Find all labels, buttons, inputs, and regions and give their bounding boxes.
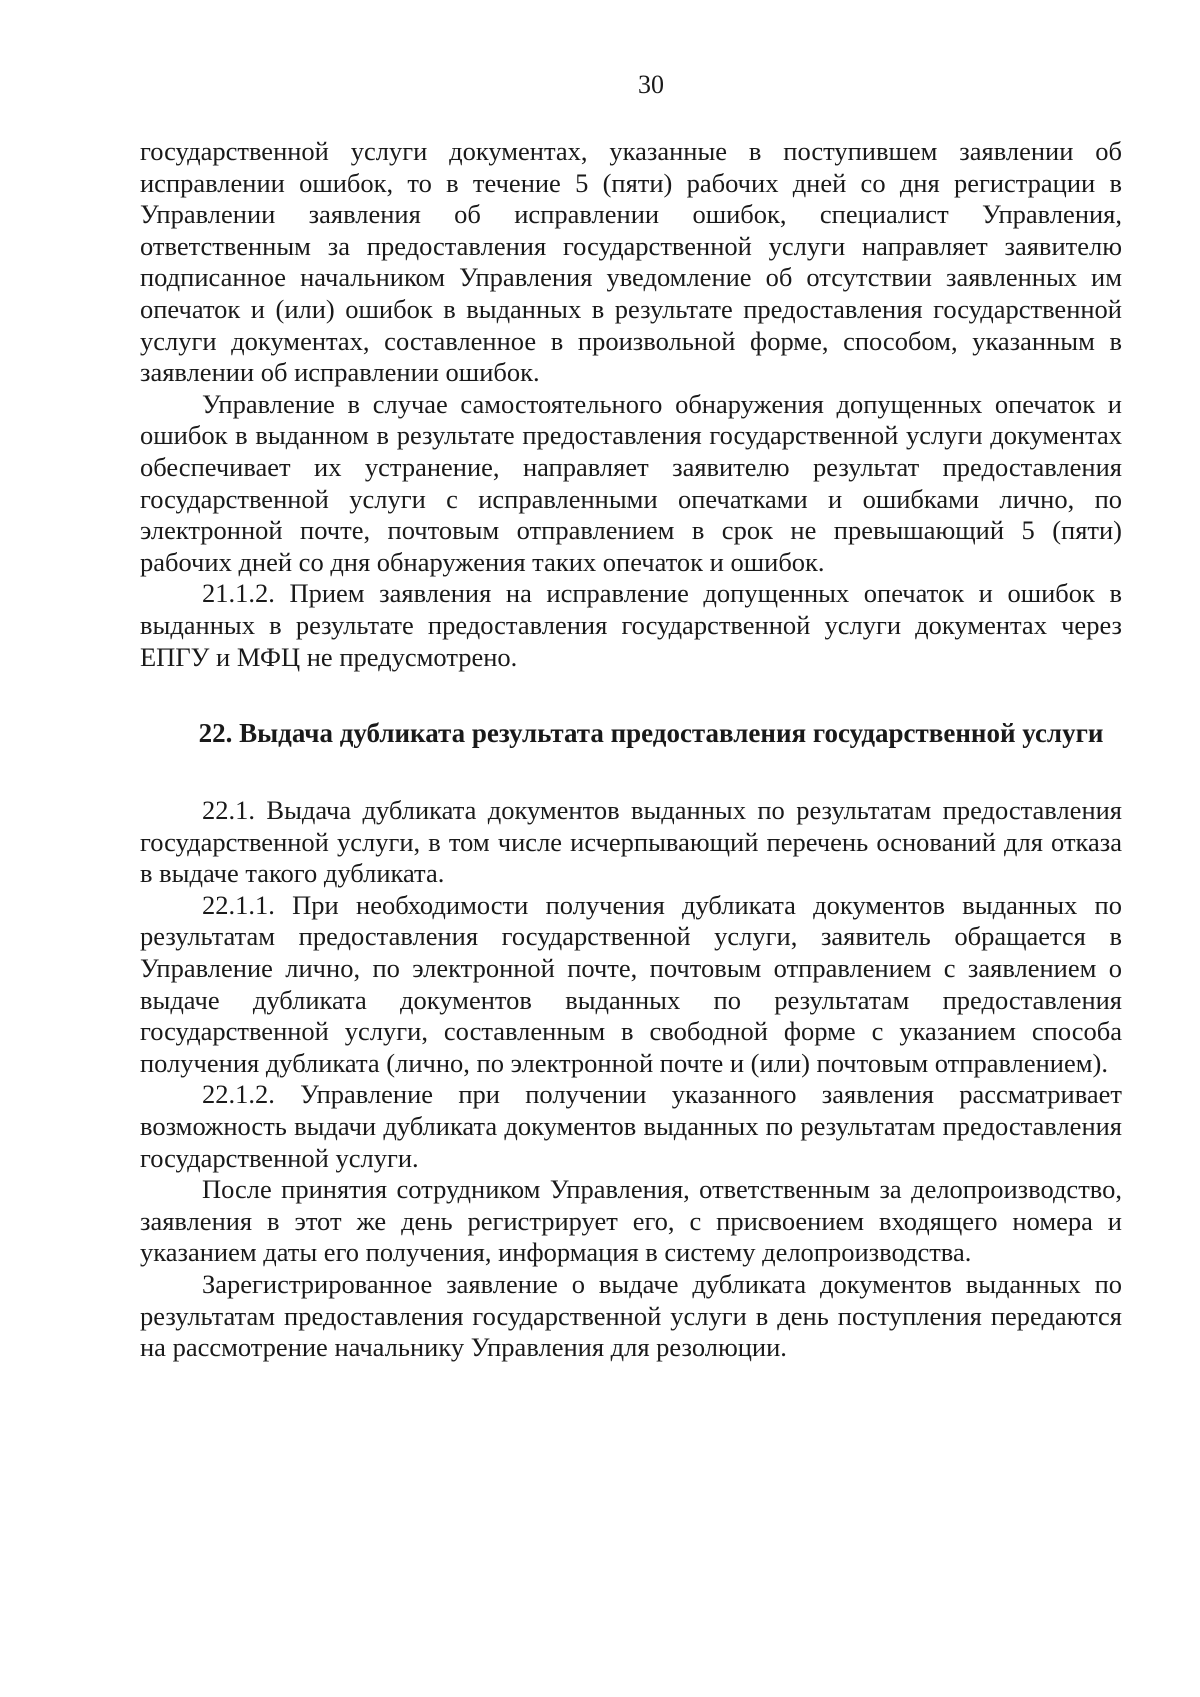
paragraph-22-1-1: 22.1.1. При необходимости получения дубликата документов выданных по результатам предоставления государственной услуги, заявитель обращается в Управление лично, по электронной почте, почтовым отправлением с заявлением о выдаче дубликата документов выданных по результатам предоставления государственной услуги, составленным в свободной форме с указанием способа получения дубликата (лично, по электронной почте и (или) почтовым отправлением).	[140, 889, 1122, 1078]
paragraph-continuation: государственной услуги документах, указанные в поступившем заявлении об исправлении ошибок, то в течение 5 (пяти) рабочих дней со дня регистрации в Управлении заявления об исправлении ошибок, специалист Управления, ответственным за предоставления государственной услуги направляет заявителю подписанное начальником Управления уведомление об отсутствии заявленных им опечаток и (или) ошибок в выданных в результате предоставления государственной услуги документах, составленное в произвольной форме, способом, указанным в заявлении об исправлении ошибок.	[140, 136, 1122, 388]
paragraph-22-1: 22.1. Выдача дубликата документов выданных по результатам предоставления государственной услуги, в том числе исчерпывающий перечень оснований для отказа в выдаче такого дубликата.	[140, 795, 1122, 889]
paragraph-self-correction: Управление в случае самостоятельного обнаружения допущенных опечаток и ошибок в выданном в результате предоставления государственной услуги документах обеспечивает их устранение, направляет заявителю результат предоставления государственной услуги с исправленными опечатками и ошибками лично, по электронной почте, почтовым отправлением в срок не превышающий 5 (пяти) рабочих дней со дня обнаружения таких опечаток и ошибок.	[140, 388, 1122, 577]
paragraph-resolution: Зарегистрированное заявление о выдаче дубликата документов выданных по результатам предоставления государственной услуги в день поступления передаются на рассмотрение начальнику Управления для резолюции.	[140, 1269, 1122, 1363]
paragraph-22-1-2: 22.1.2. Управление при получении указанного заявления рассматривает возможность выдачи дубликата документов выданных по результатам предоставления государственной услуги.	[140, 1079, 1122, 1173]
paragraph-21-1-2: 21.1.2. Прием заявления на исправление допущенных опечаток и ошибок в выданных в результате предоставления государственной услуги документах через ЕПГУ и МФЦ не предусмотрено.	[140, 578, 1122, 672]
section-heading-22: 22. Выдача дубликата результата предоставления государственной услуги	[198, 718, 1104, 749]
paragraph-registration: После принятия сотрудником Управления, ответственным за делопроизводство, заявления в этот же день регистрирует его, с присвоением входящего номера и указанием даты его получения, информация в систему делопроизводства.	[140, 1174, 1122, 1268]
page-number: 30	[638, 70, 664, 99]
